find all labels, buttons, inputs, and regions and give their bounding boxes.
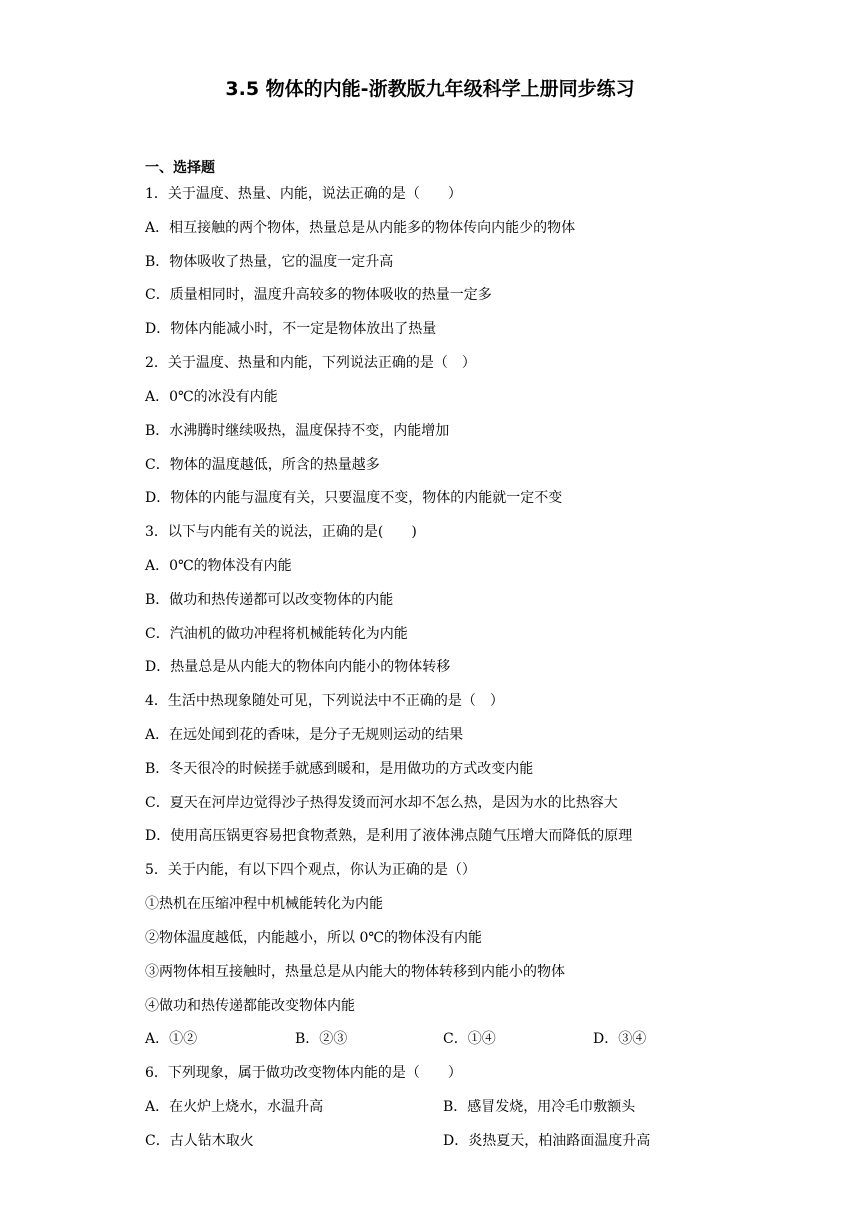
question-5-option-c: C．①④ (443, 1031, 496, 1047)
question-4-option-c: C．夏天在河岸边觉得沙子热得发烫而河水却不怎么热，是因为水的比热容大 (145, 795, 618, 811)
question-3-option-c: C．汽油机的做功冲程将机械能转化为内能 (145, 626, 408, 642)
question-5-option-a: A．①② (145, 1031, 198, 1047)
question-5-statement-4: ④做功和热传递都能改变物体内能 (145, 998, 355, 1014)
question-3-option-b: B．做功和热传递都可以改变物体的内能 (145, 592, 394, 608)
question-6-option-b: B．感冒发烧，用冷毛巾敷额头 (443, 1099, 636, 1115)
question-3-stem: 3．以下与内能有关的说法，正确的是( ) (145, 524, 417, 540)
question-3-option-d: D．热量总是从内能大的物体向内能小的物体转移 (145, 659, 451, 675)
question-1-option-b: B．物体吸收了热量，它的温度一定升高 (145, 254, 394, 270)
question-5-statement-3: ③两物体相互接触时，热量总是从内能大的物体转移到内能小的物体 (145, 964, 565, 980)
section-heading: 一、选择题 (145, 160, 215, 176)
question-3-option-a: A．0℃的物体没有内能 (145, 558, 292, 574)
question-2-stem: 2．关于温度、热量和内能，下列说法正确的是（ ） (145, 355, 476, 371)
question-2-option-d: D．物体的内能与温度有关，只要温度不变，物体的内能就一定不变 (145, 490, 563, 506)
question-6-option-a: A．在火炉上烧水，水温升高 (145, 1099, 324, 1115)
question-5-stem: 5．关于内能，有以下四个观点，你认为正确的是（） (145, 862, 476, 878)
question-6-option-c: C．古人钻木取火 (145, 1133, 254, 1149)
question-1-stem: 1．关于温度、热量、内能，说法正确的是（ ） (145, 186, 462, 202)
question-4-stem: 4．生活中热现象随处可见，下列说法中不正确的是（ ） (145, 693, 504, 709)
question-5-option-d: D．③④ (593, 1031, 647, 1047)
question-2-option-b: B．水沸腾时继续吸热，温度保持不变，内能增加 (145, 423, 450, 439)
question-4-option-a: A．在远处闻到花的香味，是分子无规则运动的结果 (145, 727, 464, 743)
question-5-statement-2: ②物体温度越低，内能越小，所以 0℃的物体没有内能 (145, 930, 483, 946)
question-6-option-d: D．炎热夏天，柏油路面温度升高 (443, 1133, 651, 1149)
question-4-option-d: D．使用高压锅更容易把食物煮熟，是利用了液体沸点随气压增大而降低的原理 (145, 828, 633, 844)
question-2-option-a: A．0℃的冰没有内能 (145, 389, 278, 405)
question-1-option-d: D．物体内能减小时，不一定是物体放出了热量 (145, 321, 437, 337)
question-1-option-a: A．相互接触的两个物体，热量总是从内能多的物体传向内能少的物体 (145, 220, 576, 236)
question-5-option-b: B．②③ (295, 1031, 348, 1047)
question-5-statement-1: ①热机在压缩冲程中机械能转化为内能 (145, 896, 383, 912)
document-title: 3.5 物体的内能-浙教版九年级科学上册同步练习 (225, 78, 635, 100)
question-4-option-b: B．冬天很冷的时候搓手就感到暖和，是用做功的方式改变内能 (145, 761, 534, 777)
question-2-option-c: C．物体的温度越低，所含的热量越多 (145, 457, 380, 473)
question-6-stem: 6．下列现象，属于做功改变物体内能的是（ ） (145, 1065, 462, 1081)
question-1-option-c: C．质量相同时，温度升高较多的物体吸收的热量一定多 (145, 287, 492, 303)
